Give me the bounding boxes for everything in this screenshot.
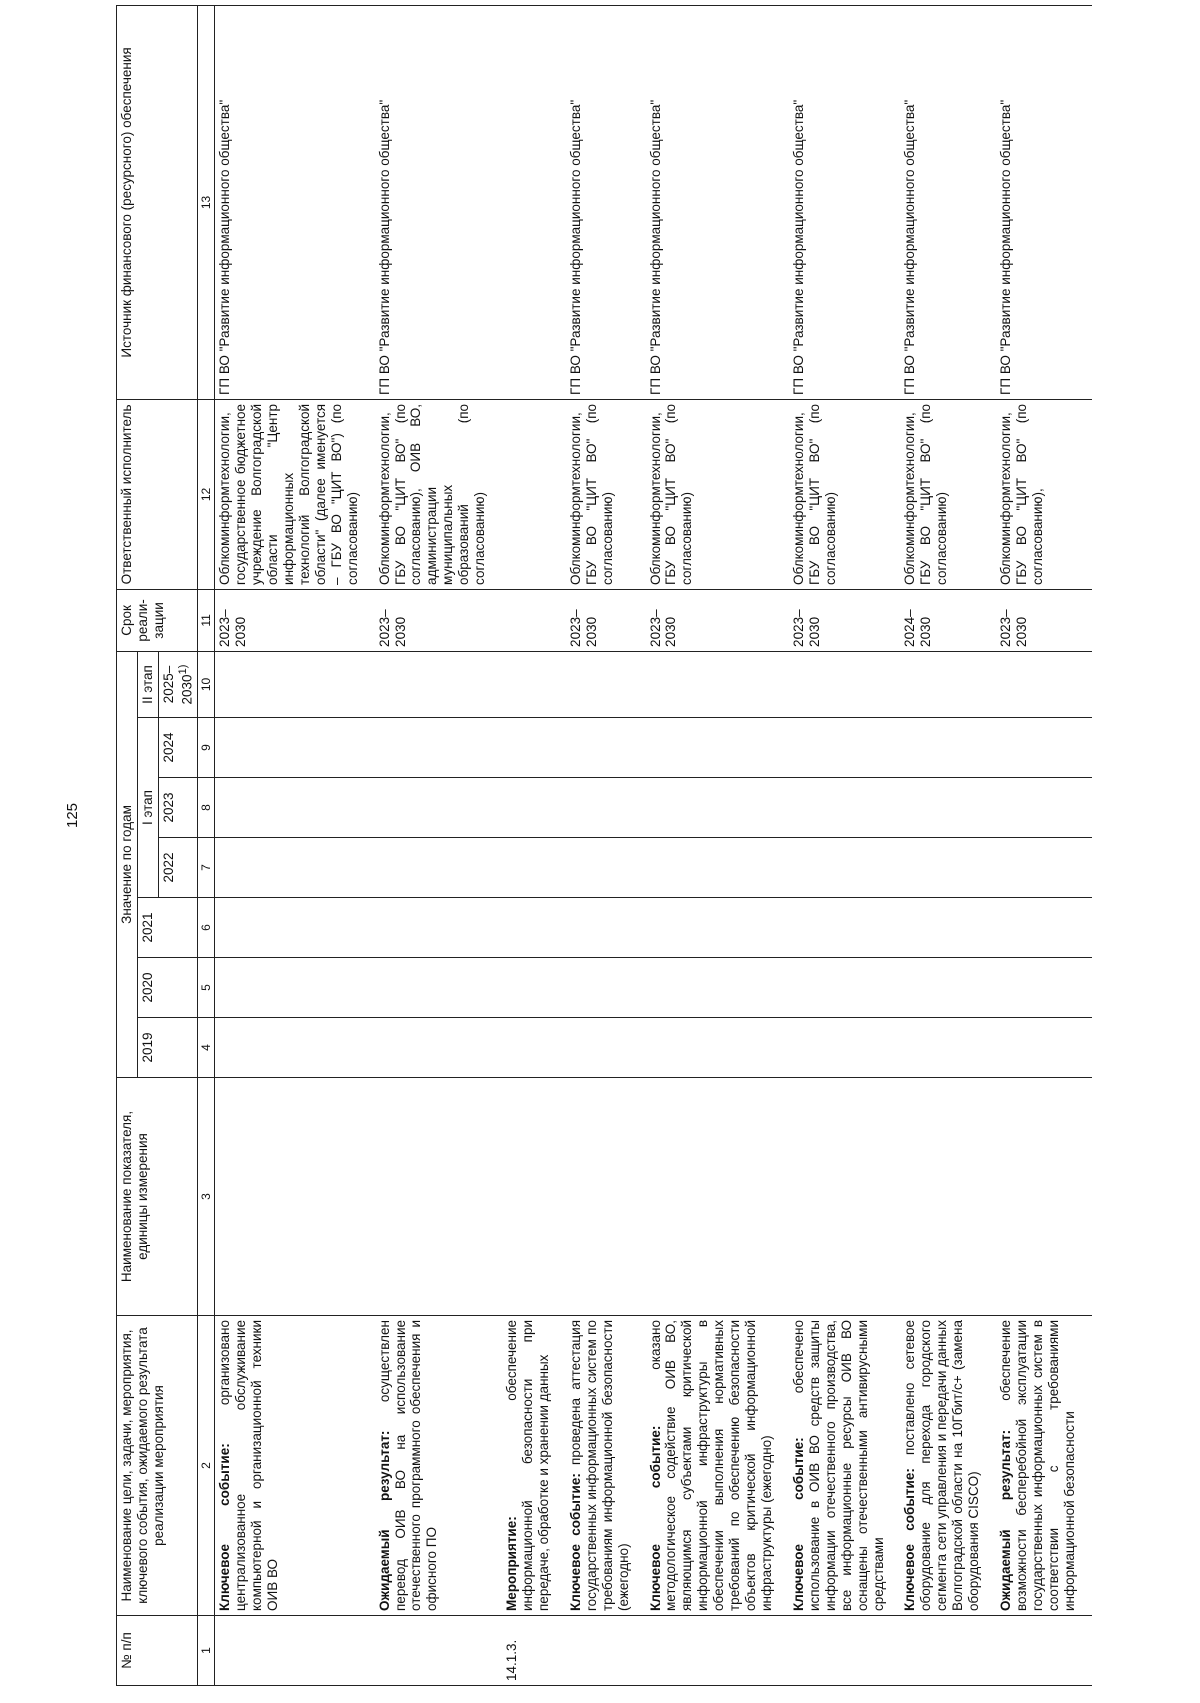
row-name — [900, 1316, 996, 1616]
column-number: 4 — [198, 1018, 215, 1078]
row-value — [996, 898, 1092, 958]
row-label: Ключевое событие: — [902, 1468, 918, 1611]
row-value — [646, 898, 789, 958]
column-number: 6 — [198, 898, 215, 958]
row-value — [215, 651, 375, 717]
row-executor: Облкоминформтехнологии, ГБУ ВО "ЦИТ ВО" (по согласованию) — [646, 399, 789, 589]
row-value — [789, 1018, 901, 1078]
row-value — [789, 651, 901, 717]
row-executor: Облкоминформтехнологии, ГБУ ВО "ЦИТ ВО" (по согласованию) — [789, 399, 901, 589]
row-text: поставлено сетевое оборудование для перехода городского сегмента сети управления и передачи данных Волгоградской области на 10Гбит/с+ (замена оборудования CISCO) — [902, 1320, 982, 1611]
row-source: ГП ВО "Развитие информационного общества" — [215, 5, 375, 399]
column-number: 7 — [198, 838, 215, 898]
row-text: оказано методологическое содействие ОИВ ВО, являющимся субъектами критической информационной инфраструктуры в обеспечении выполнения нормативных требований по обеспечению безопасности объектов критической информационной инфраструктуры (ежегодно) — [647, 1319, 774, 1611]
row-value — [646, 838, 789, 898]
row-value — [789, 898, 901, 958]
row-value — [900, 898, 996, 958]
row-num — [646, 1616, 789, 1686]
plan-table — [116, 5, 1092, 1686]
row-indicator — [900, 1078, 996, 1316]
row-value — [789, 838, 901, 898]
row-value — [375, 718, 502, 778]
row-executor — [502, 399, 566, 589]
row-value — [789, 778, 901, 838]
row-term: 2023–2030 — [375, 589, 502, 651]
header-2025-2030-label: 2025–2030 — [160, 665, 195, 705]
row-label: Ключевое событие: — [567, 1473, 583, 1611]
header-2025-2030 — [158, 651, 197, 717]
column-number: 8 — [198, 778, 215, 838]
row-source: ГП ВО "Развитие информационного общества" — [375, 5, 502, 399]
row-num: 14.1.3. — [502, 1616, 566, 1686]
row-value — [789, 958, 901, 1018]
row-indicator — [646, 1078, 789, 1316]
row-value — [502, 1018, 566, 1078]
row-value — [900, 958, 996, 1018]
header-source: Источник финансового (ресурсного) обеспечения — [117, 5, 198, 399]
row-value — [215, 718, 375, 778]
header-2024: 2024 — [158, 718, 197, 778]
row-value — [375, 958, 502, 1018]
row-value — [566, 898, 646, 958]
row-value — [900, 778, 996, 838]
row-value — [900, 838, 996, 898]
table-row — [215, 5, 375, 1685]
header-2023: 2023 — [158, 778, 197, 838]
row-value — [375, 778, 502, 838]
row-value — [996, 1018, 1092, 1078]
table-body — [215, 5, 1092, 1685]
row-value — [900, 1018, 996, 1078]
column-number: 9 — [198, 718, 215, 778]
row-text: проведена аттестация государственных информационных систем по требованиям информационной безопасности (ежегодно) — [567, 1319, 631, 1611]
header-stage1: I этап — [137, 718, 158, 898]
header-term: Срок реали-зации — [117, 589, 198, 651]
row-name — [789, 1316, 901, 1616]
column-number: 11 — [198, 589, 215, 651]
row-text: обеспечение возможности бесперебойной эксплуатации государственных информационных систем в соответствии с требованиями информационной безопасности — [998, 1319, 1077, 1611]
row-term: 2023–2030 — [646, 589, 789, 651]
row-value — [646, 958, 789, 1018]
row-executor: Облкоминформтехнологии, ГБУ ВО "ЦИТ ВО" (по согласованию), ОИВ ВО, администрации муниципальных образований (по согласованию) — [375, 399, 502, 589]
table-row — [502, 5, 566, 1685]
row-term — [502, 589, 566, 651]
table-row — [375, 5, 502, 1685]
column-number: 1 — [198, 1616, 215, 1686]
row-value — [900, 718, 996, 778]
table-row — [900, 5, 996, 1685]
row-source: ГП ВО "Развитие информационного общества" — [789, 5, 901, 399]
row-name — [502, 1316, 566, 1616]
row-value — [502, 778, 566, 838]
row-name — [646, 1316, 789, 1616]
row-value — [215, 1018, 375, 1078]
header-name: Наименование цели, задачи, мероприятия, ключевого события, ожидаемого результата реализации мероприятия — [117, 1316, 198, 1616]
row-value — [646, 1018, 789, 1078]
header-num: № п/п — [117, 1616, 198, 1686]
row-value — [566, 651, 646, 717]
row-value — [375, 651, 502, 717]
row-value — [996, 958, 1092, 1018]
header-2021: 2021 — [137, 898, 197, 958]
row-indicator — [789, 1078, 901, 1316]
row-num — [996, 1616, 1092, 1686]
header-2022: 2022 — [158, 838, 197, 898]
row-value — [375, 838, 502, 898]
row-indicator — [502, 1078, 566, 1316]
column-number: 10 — [198, 651, 215, 717]
row-indicator — [996, 1078, 1092, 1316]
column-number: 2 — [198, 1316, 215, 1616]
row-value — [996, 718, 1092, 778]
row-term: 2023–2030 — [996, 589, 1092, 651]
row-num — [566, 1616, 646, 1686]
row-value — [375, 898, 502, 958]
footnote-mark: 1) — [176, 664, 189, 675]
row-value — [996, 651, 1092, 717]
row-num — [900, 1616, 996, 1686]
row-value — [996, 778, 1092, 838]
row-value — [566, 958, 646, 1018]
rotated-table-container — [116, 6, 1200, 1686]
row-source: ГП ВО "Развитие информационного общества" — [646, 5, 789, 399]
row-label: Ключевое событие: — [647, 1425, 663, 1611]
row-value — [215, 898, 375, 958]
header-values-group: Значение по годам — [117, 651, 138, 1077]
row-executor: Облкоминформтехнологии, ГБУ ВО "ЦИТ ВО" (по согласованию) — [566, 399, 646, 589]
column-number: 3 — [198, 1078, 215, 1316]
row-indicator — [375, 1078, 502, 1316]
table-row — [789, 5, 901, 1685]
row-value — [646, 651, 789, 717]
header-2019: 2019 — [137, 1018, 197, 1078]
row-value — [646, 718, 789, 778]
row-name — [375, 1316, 502, 1616]
row-source: ГП ВО "Развитие информационного общества" — [900, 5, 996, 399]
row-text: осуществлен перевод ОИВ ВО на использование отечественного программного обеспечения и офисного ПО — [376, 1319, 440, 1611]
row-value — [566, 718, 646, 778]
row-value — [900, 651, 996, 717]
column-number: 13 — [198, 5, 215, 399]
row-value — [996, 838, 1092, 898]
header-indicator: Наименование показателя, единицы измерения — [117, 1078, 198, 1316]
row-label: Ключевое событие: — [790, 1437, 806, 1611]
row-value — [566, 838, 646, 898]
table-row — [996, 5, 1092, 1685]
row-value — [215, 778, 375, 838]
row-source: ГП ВО "Развитие информационного общества" — [566, 5, 646, 399]
row-term: 2023–2030 — [789, 589, 901, 651]
table-row — [566, 5, 646, 1685]
row-label: Ключевое событие: — [217, 1443, 233, 1611]
page-number: 125 — [64, 802, 81, 828]
row-name — [996, 1316, 1092, 1616]
row-value — [646, 778, 789, 838]
row-text: организовано централизованное обслуживание компьютерной и организационной техники ОИВ ВО — [217, 1320, 281, 1611]
row-value — [502, 651, 566, 717]
row-value — [502, 958, 566, 1018]
row-value — [566, 1018, 646, 1078]
row-source — [502, 5, 566, 399]
row-value — [502, 718, 566, 778]
table-row — [646, 5, 789, 1685]
row-term: 2024–2030 — [900, 589, 996, 651]
row-indicator — [215, 1078, 375, 1316]
row-value — [789, 718, 901, 778]
row-executor: Облкоминформтехнологии, государственное бюджетное учреждение Волгоградской области "Центр информационных технологий Волгоградской области" (далее именуется – ГБУ ВО "ЦИТ ВО") (по согласованию) — [215, 399, 375, 589]
column-number: 5 — [198, 958, 215, 1018]
row-executor: Облкоминформтехнологии, ГБУ ВО "ЦИТ ВО" (по согласованию) — [900, 399, 996, 589]
row-num — [375, 1616, 502, 1686]
row-name — [566, 1316, 646, 1616]
row-source: ГП ВО "Развитие информационного общества" — [996, 5, 1092, 399]
row-value — [215, 838, 375, 898]
row-label: Ожидаемый результат: — [998, 1429, 1014, 1611]
row-term: 2023–2030 — [215, 589, 375, 651]
row-num — [215, 1616, 375, 1686]
row-label: Ожидаемый результат: — [376, 1430, 392, 1611]
header-stage2: II этап — [137, 651, 158, 717]
row-name — [215, 1316, 375, 1616]
row-value — [215, 958, 375, 1018]
header-executor: Ответственный исполнитель — [117, 399, 198, 589]
row-indicator — [566, 1078, 646, 1316]
row-text: обеспечено использование в ОИВ ВО средств защиты информации отечественного производства, все информационные ресурсы ОИВ ВО оснащены отечественными антивирусными средствами — [790, 1320, 886, 1611]
row-label: Мероприятие: — [504, 1516, 520, 1611]
row-value — [375, 1018, 502, 1078]
row-value — [502, 898, 566, 958]
row-executor: Облкоминформтехнологии, ГБУ ВО "ЦИТ ВО" (по согласованию), — [996, 399, 1092, 589]
column-number-row — [198, 5, 215, 1685]
row-value — [566, 778, 646, 838]
row-num — [789, 1616, 901, 1686]
header-2020: 2020 — [137, 958, 197, 1018]
row-value — [502, 838, 566, 898]
row-term: 2023–2030 — [566, 589, 646, 651]
row-text: обеспечение информационной безопасности при передаче, обработке и хранении данных — [504, 1320, 551, 1611]
column-number: 12 — [198, 399, 215, 589]
